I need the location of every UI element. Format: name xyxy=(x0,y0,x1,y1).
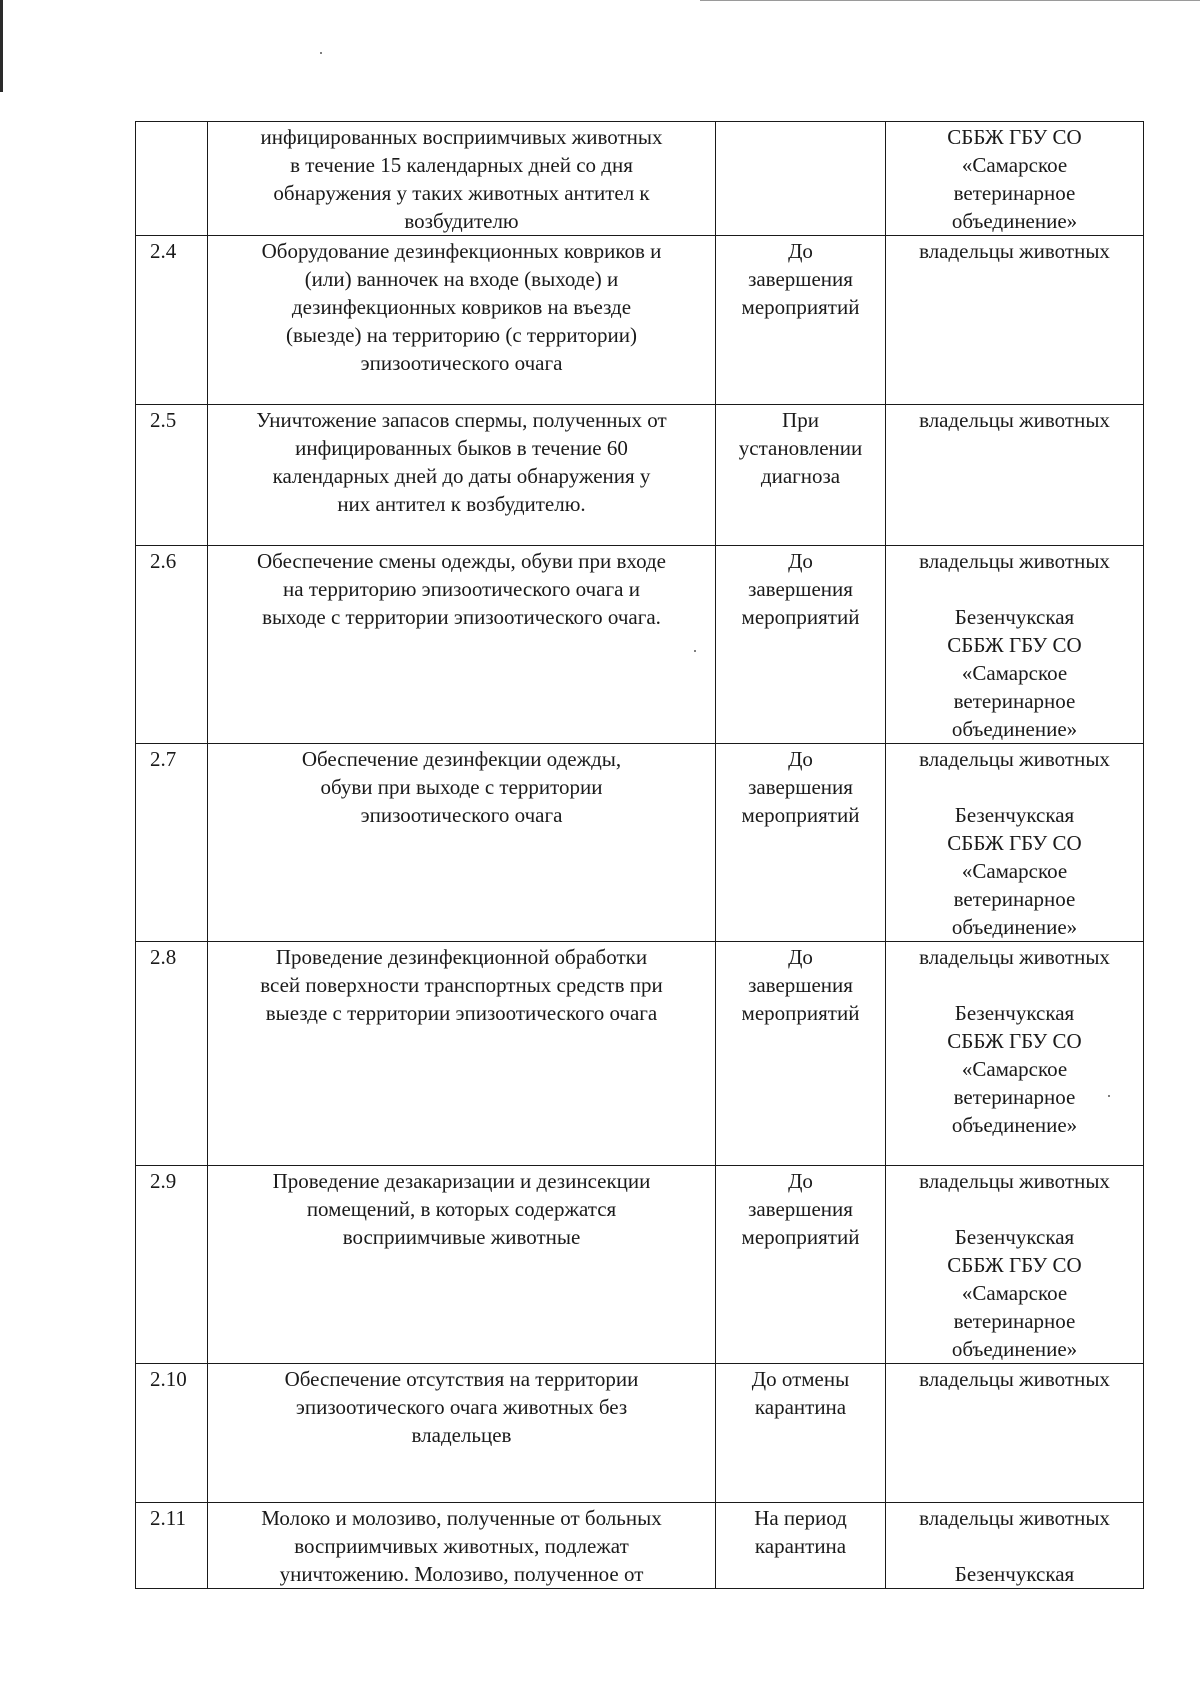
responsible-org-line: ветеринарное xyxy=(953,1309,1076,1333)
measure-text-line: восприимчивые животные xyxy=(342,1225,581,1249)
measure-text-line: выходе с территории эпизоотического очага. xyxy=(262,605,661,629)
responsible-owner-text: владельцы животных xyxy=(919,1367,1110,1391)
deadline-cell xyxy=(716,405,886,546)
measure-cell xyxy=(208,1364,716,1503)
responsible-org-line: «Самарское xyxy=(961,1057,1068,1081)
measure-cell xyxy=(208,236,716,405)
responsible-org-line: Безенчукская xyxy=(954,803,1075,827)
responsible-org-line: «Самарское xyxy=(961,153,1068,177)
measures-table-body xyxy=(136,122,1144,1589)
responsible-org-line: СББЖ ГБУ СО xyxy=(947,125,1082,149)
line-spacer xyxy=(890,1532,1139,1560)
responsible-org-line: объединение» xyxy=(951,915,1078,939)
measure-text-line: Обеспечение дезинфекции одежды, xyxy=(301,747,622,771)
measure-cell xyxy=(208,546,716,744)
row-number-text: 2.9 xyxy=(150,1169,177,1193)
deadline-text-line: мероприятий xyxy=(741,295,860,319)
deadline-cell xyxy=(716,546,886,744)
responsible-org-line: СББЖ ГБУ СО xyxy=(947,831,1082,855)
measure-text-line: в течение 15 календарных дней со дня xyxy=(290,153,633,177)
responsible-cell xyxy=(886,942,1144,1166)
deadline-text-line: завершения xyxy=(748,1197,853,1221)
deadline-text-line: мероприятий xyxy=(741,605,860,629)
deadline-text-line: До отмены xyxy=(751,1367,850,1391)
measure-text-line: них антител к возбудителю. xyxy=(337,492,586,516)
deadline-cell xyxy=(716,122,886,236)
responsible-owner-text: владельцы животных xyxy=(919,408,1110,432)
deadline-cell xyxy=(716,1166,886,1364)
measure-cell xyxy=(208,1503,716,1589)
row-number-text: 2.7 xyxy=(150,747,177,771)
measure-text-line: обуви при выходе с территории xyxy=(320,775,603,799)
row-number-text: 2.5 xyxy=(150,408,177,432)
deadline-cell xyxy=(716,942,886,1166)
responsible-cell xyxy=(886,1364,1144,1503)
measure-text-line: Проведение дезинфекционной обработки xyxy=(275,945,648,969)
measure-text-line: эпизоотического очага животных без xyxy=(295,1395,628,1419)
deadline-cell xyxy=(716,1364,886,1503)
responsible-org-line: «Самарское xyxy=(961,1281,1068,1305)
row-number-text: 2.11 xyxy=(150,1506,186,1530)
deadline-cell xyxy=(716,1503,886,1589)
measure-text-line: уничтожению. Молозиво, полученное от xyxy=(279,1562,644,1586)
responsible-owner-text: владельцы животных xyxy=(919,747,1110,771)
deadline-text-line: карантина xyxy=(754,1534,847,1558)
responsible-owner-text: владельцы животных xyxy=(919,1169,1110,1193)
responsible-org-line: Безенчукская xyxy=(954,605,1075,629)
measure-text-line: эпизоотического очага xyxy=(360,803,563,827)
line-spacer xyxy=(890,971,1139,999)
responsible-org-line: объединение» xyxy=(951,717,1078,741)
row-number xyxy=(136,942,208,1166)
deadline-cell xyxy=(716,236,886,405)
deadline-text-line: На период xyxy=(754,1506,847,1530)
row-number xyxy=(136,236,208,405)
measure-text-line: (выезде) на территорию (с территории) xyxy=(285,323,638,347)
measure-text-line: инфицированных восприимчивых животных xyxy=(260,125,663,149)
measure-text-line: Обеспечение смены одежды, обуви при входе xyxy=(257,549,666,573)
table-row xyxy=(136,1503,1144,1589)
deadline-text-line: До xyxy=(788,945,813,969)
responsible-owner-text: владельцы животных xyxy=(919,945,1110,969)
measure-text-line: Оборудование дезинфекционных ковриков и xyxy=(261,239,662,263)
responsible-org-line: ветеринарное xyxy=(953,181,1076,205)
table-row xyxy=(136,405,1144,546)
deadline-text-line: карантина xyxy=(754,1395,847,1419)
measure-text-line: Уничтожение запасов спермы, полученных от xyxy=(256,408,667,432)
responsible-org-line: «Самарское xyxy=(961,859,1068,883)
measures-table xyxy=(135,121,1144,1589)
measure-text-line: Молоко и молозиво, полученные от больных xyxy=(261,1506,662,1530)
deadline-text-line: До xyxy=(788,549,813,573)
measure-text-line: на территорию эпизоотического очага и xyxy=(283,577,640,601)
deadline-text-line: мероприятий xyxy=(741,1001,860,1025)
measure-text-line: восприимчивых животных, подлежат xyxy=(294,1534,629,1558)
row-number-text: 2.4 xyxy=(150,239,177,263)
deadline-text-line: До xyxy=(788,1169,813,1193)
responsible-org-line: объединение» xyxy=(951,209,1078,233)
measure-text-line: всей поверхности транспортных средств при xyxy=(260,973,663,997)
deadline-text-line: До xyxy=(788,747,813,771)
responsible-cell xyxy=(886,1166,1144,1364)
responsible-cell xyxy=(886,236,1144,405)
scan-edge-mark xyxy=(0,0,3,92)
table-row xyxy=(136,744,1144,942)
line-spacer xyxy=(890,773,1139,801)
measure-text-line: (или) ванночек на входе (выходе) и xyxy=(304,267,619,291)
measure-text-line: помещений, в которых содержатся xyxy=(306,1197,617,1221)
responsible-cell xyxy=(886,122,1144,236)
measure-text-line: дезинфекционных ковриков на въезде xyxy=(291,295,632,319)
measure-text-line: выезде с территории эпизоотического очага xyxy=(265,1001,658,1025)
row-number-text: 2.10 xyxy=(150,1367,187,1391)
measure-text-line: инфицированных быков в течение 60 xyxy=(295,436,628,460)
responsible-org-line: СББЖ ГБУ СО xyxy=(947,1029,1082,1053)
deadline-text-line: мероприятий xyxy=(741,1225,860,1249)
responsible-cell xyxy=(886,1503,1144,1589)
responsible-org-line: Безенчукская xyxy=(954,1225,1075,1249)
deadline-text-line: мероприятий xyxy=(741,803,860,827)
table-row xyxy=(136,942,1144,1166)
responsible-cell xyxy=(886,405,1144,546)
deadline-text-line: завершения xyxy=(748,577,853,601)
line-spacer xyxy=(890,1195,1139,1223)
measure-cell xyxy=(208,942,716,1166)
responsible-owner-text: владельцы животных xyxy=(919,549,1110,573)
responsible-org-line: ветеринарное xyxy=(953,689,1076,713)
table-row xyxy=(136,122,1144,236)
scan-top-edge-line xyxy=(700,0,1200,1)
row-number xyxy=(136,1364,208,1503)
responsible-org-line: СББЖ ГБУ СО xyxy=(947,633,1082,657)
measure-text-line: календарных дней до даты обнаружения у xyxy=(272,464,651,488)
responsible-org-line: ветеринарное xyxy=(953,887,1076,911)
responsible-org-line: «Самарское xyxy=(961,661,1068,685)
row-number xyxy=(136,122,208,236)
responsible-org-line: ветеринарное xyxy=(953,1085,1076,1109)
row-number xyxy=(136,546,208,744)
deadline-cell xyxy=(716,744,886,942)
measure-cell xyxy=(208,744,716,942)
row-number xyxy=(136,744,208,942)
responsible-cell xyxy=(886,546,1144,744)
measure-text-line: Обеспечение отсутствия на территории xyxy=(284,1367,639,1391)
responsible-cell xyxy=(886,744,1144,942)
responsible-org-line: Безенчукская xyxy=(954,1562,1075,1586)
deadline-text-line: При xyxy=(782,408,819,432)
measure-cell xyxy=(208,405,716,546)
measure-cell xyxy=(208,122,716,236)
deadline-text-line: До xyxy=(788,239,813,263)
row-number xyxy=(136,1166,208,1364)
deadline-text-line: завершения xyxy=(748,775,853,799)
responsible-owner-text: владельцы животных xyxy=(919,1506,1110,1530)
row-number-text: 2.8 xyxy=(150,945,177,969)
deadline-text-line: диагноза xyxy=(760,464,841,488)
table-row xyxy=(136,546,1144,744)
responsible-org-line: СББЖ ГБУ СО xyxy=(947,1253,1082,1277)
deadline-text-line: установлении xyxy=(738,436,863,460)
responsible-org-line: Безенчукская xyxy=(954,1001,1075,1025)
measure-cell xyxy=(208,1166,716,1364)
responsible-owner-text: владельцы животных xyxy=(919,239,1110,263)
table-row xyxy=(136,236,1144,405)
line-spacer xyxy=(890,575,1139,603)
deadline-text-line: завершения xyxy=(748,267,853,291)
measure-text-line: эпизоотического очага xyxy=(360,351,563,375)
measure-text-line: владельцев xyxy=(411,1423,512,1447)
measure-text-line: Проведение дезакаризации и дезинсекции xyxy=(272,1169,651,1193)
row-number xyxy=(136,405,208,546)
measure-text-line: обнаружения у таких животных антител к xyxy=(273,181,650,205)
measure-text-line: возбудителю xyxy=(404,209,519,233)
scan-speck xyxy=(320,52,322,54)
row-number-text: 2.6 xyxy=(150,549,177,573)
table-row xyxy=(136,1166,1144,1364)
deadline-text-line: завершения xyxy=(748,973,853,997)
table-row xyxy=(136,1364,1144,1503)
responsible-org-line: объединение» xyxy=(951,1113,1078,1137)
row-number xyxy=(136,1503,208,1589)
responsible-org-line: объединение» xyxy=(951,1337,1078,1361)
